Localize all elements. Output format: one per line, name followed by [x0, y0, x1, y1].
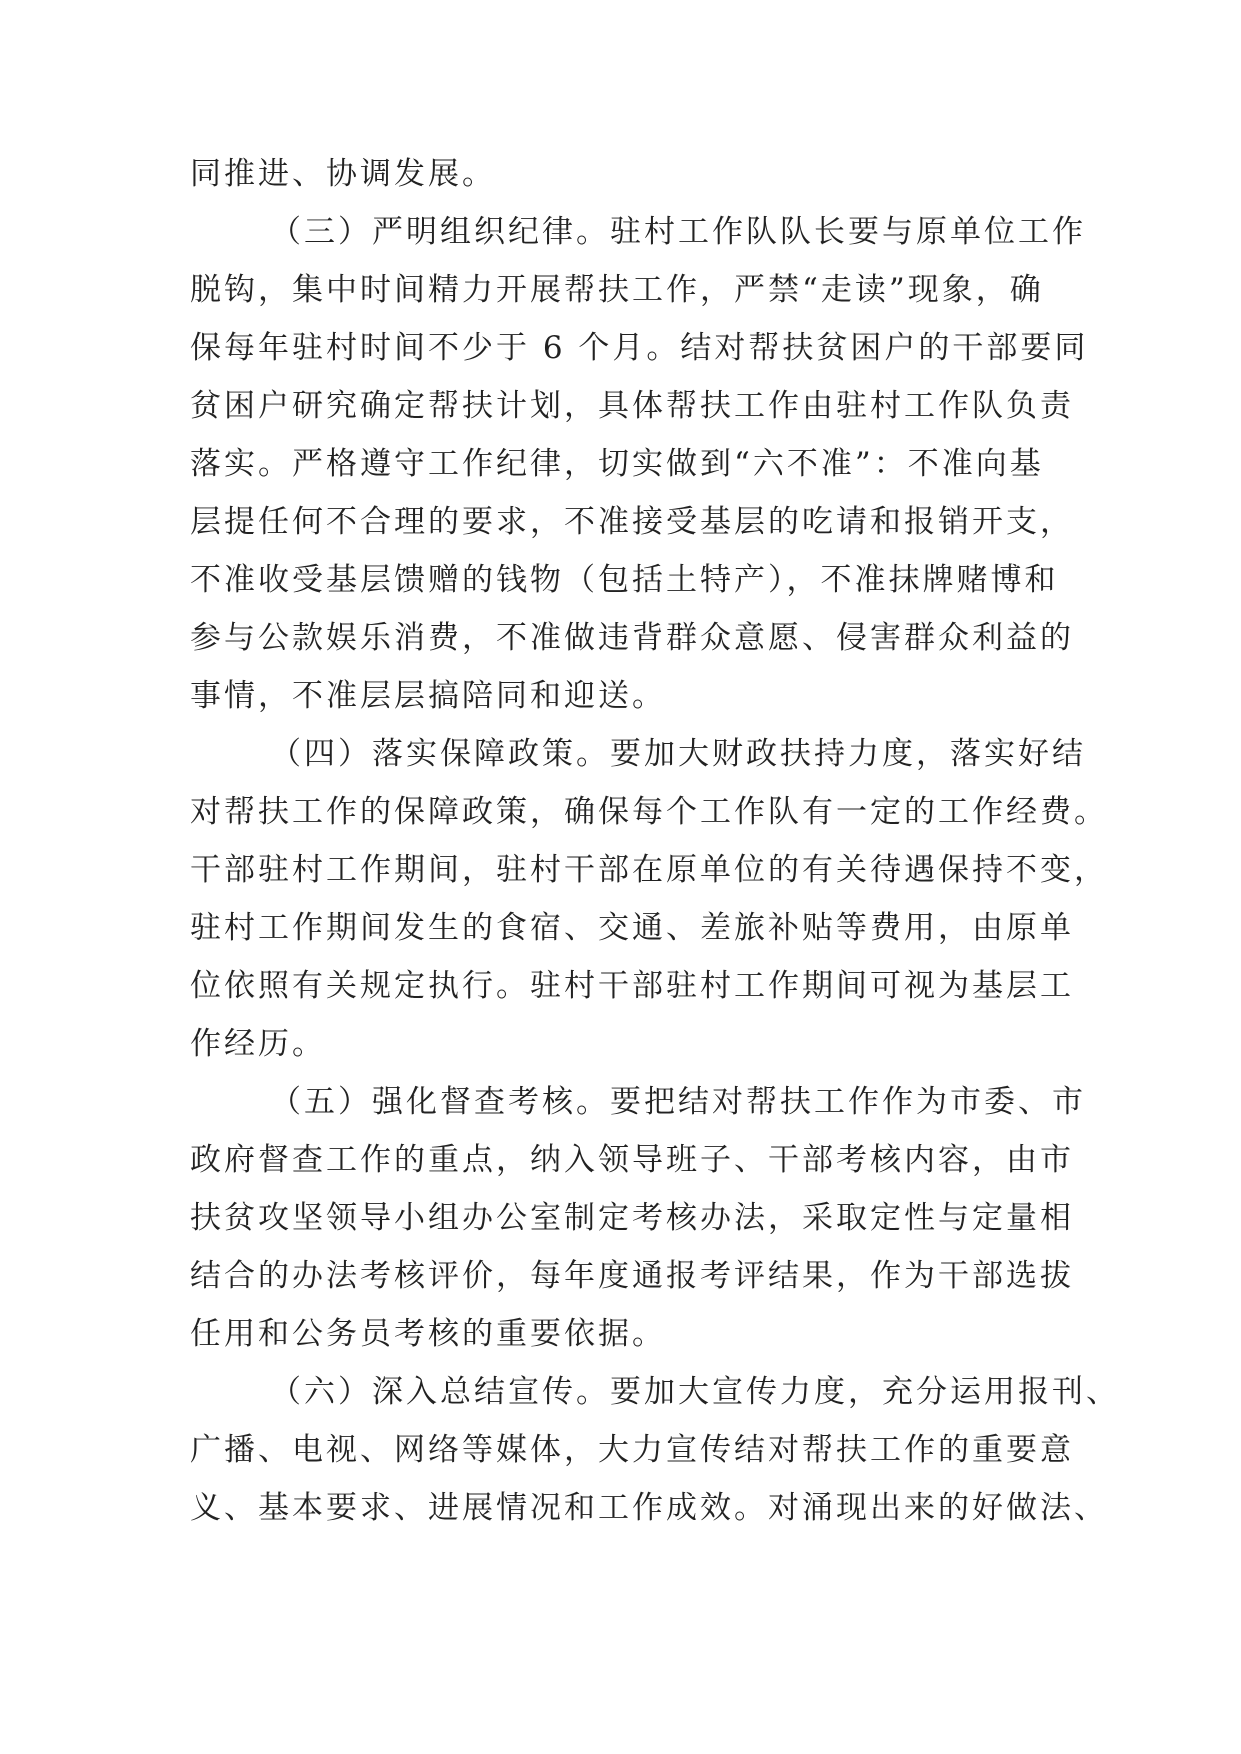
text-line: 对帮扶工作的保障政策，确保每个工作队有一定的工作经费。: [190, 794, 1108, 830]
text-line: 贫困户研究确定帮扶计划，具体帮扶工作由驻村工作队负责: [190, 388, 1074, 424]
section-heading-line: （六）深入总结宣传。要加大宣传力度，充分运用报刊、: [270, 1374, 1120, 1410]
text-line: 保每年驻村时间不少于 6 个月。结对帮扶贫困户的干部要同: [190, 330, 1089, 366]
text-line: 落实。严格遵守工作纪律，切实做到“六不准”：不准向基: [190, 446, 1044, 482]
text-line: 扶贫攻坚领导小组办公室制定考核办法，采取定性与定量相: [190, 1200, 1074, 1236]
text-line: 驻村工作期间发生的食宿、交通、差旅补贴等费用，由原单: [190, 910, 1074, 946]
text-line: 作经历。: [190, 1026, 326, 1062]
text-line: 义、基本要求、进展情况和工作成效。对涌现出来的好做法、: [190, 1490, 1108, 1526]
section-heading-line: （五）强化督查考核。要把结对帮扶工作作为市委、市: [270, 1084, 1086, 1120]
text-line: 结合的办法考核评价，每年度通报考评结果，作为干部选拔: [190, 1258, 1074, 1294]
text-line: 同推进、协调发展。: [190, 156, 496, 192]
text-line: 脱钩，集中时间精力开展帮扶工作，严禁“走读”现象，确: [190, 272, 1044, 308]
text-line: 层提任何不合理的要求，不准接受基层的吃请和报销开支，: [190, 504, 1074, 540]
text-line: 广播、电视、网络等媒体，大力宣传结对帮扶工作的重要意: [190, 1432, 1074, 1468]
text-line: 位依照有关规定执行。驻村干部驻村工作期间可视为基层工: [190, 968, 1074, 1004]
text-line: 不准收受基层馈赠的钱物（包括土特产），不准抹牌赌博和: [190, 562, 1059, 598]
section-heading-line: （三）严明组织纪律。驻村工作队队长要与原单位工作: [270, 214, 1086, 250]
text-line: 参与公款娱乐消费，不准做违背群众意愿、侵害群众利益的: [190, 620, 1074, 656]
text-line: 事情，不准层层搞陪同和迎送。: [190, 678, 666, 714]
text-line: 政府督查工作的重点，纳入领导班子、干部考核内容，由市: [190, 1142, 1074, 1178]
text-line: 任用和公务员考核的重要依据。: [190, 1316, 666, 1352]
text-line: 干部驻村工作期间，驻村干部在原单位的有关待遇保持不变，: [190, 852, 1108, 888]
section-heading-line: （四）落实保障政策。要加大财政扶持力度，落实好结: [270, 736, 1086, 772]
